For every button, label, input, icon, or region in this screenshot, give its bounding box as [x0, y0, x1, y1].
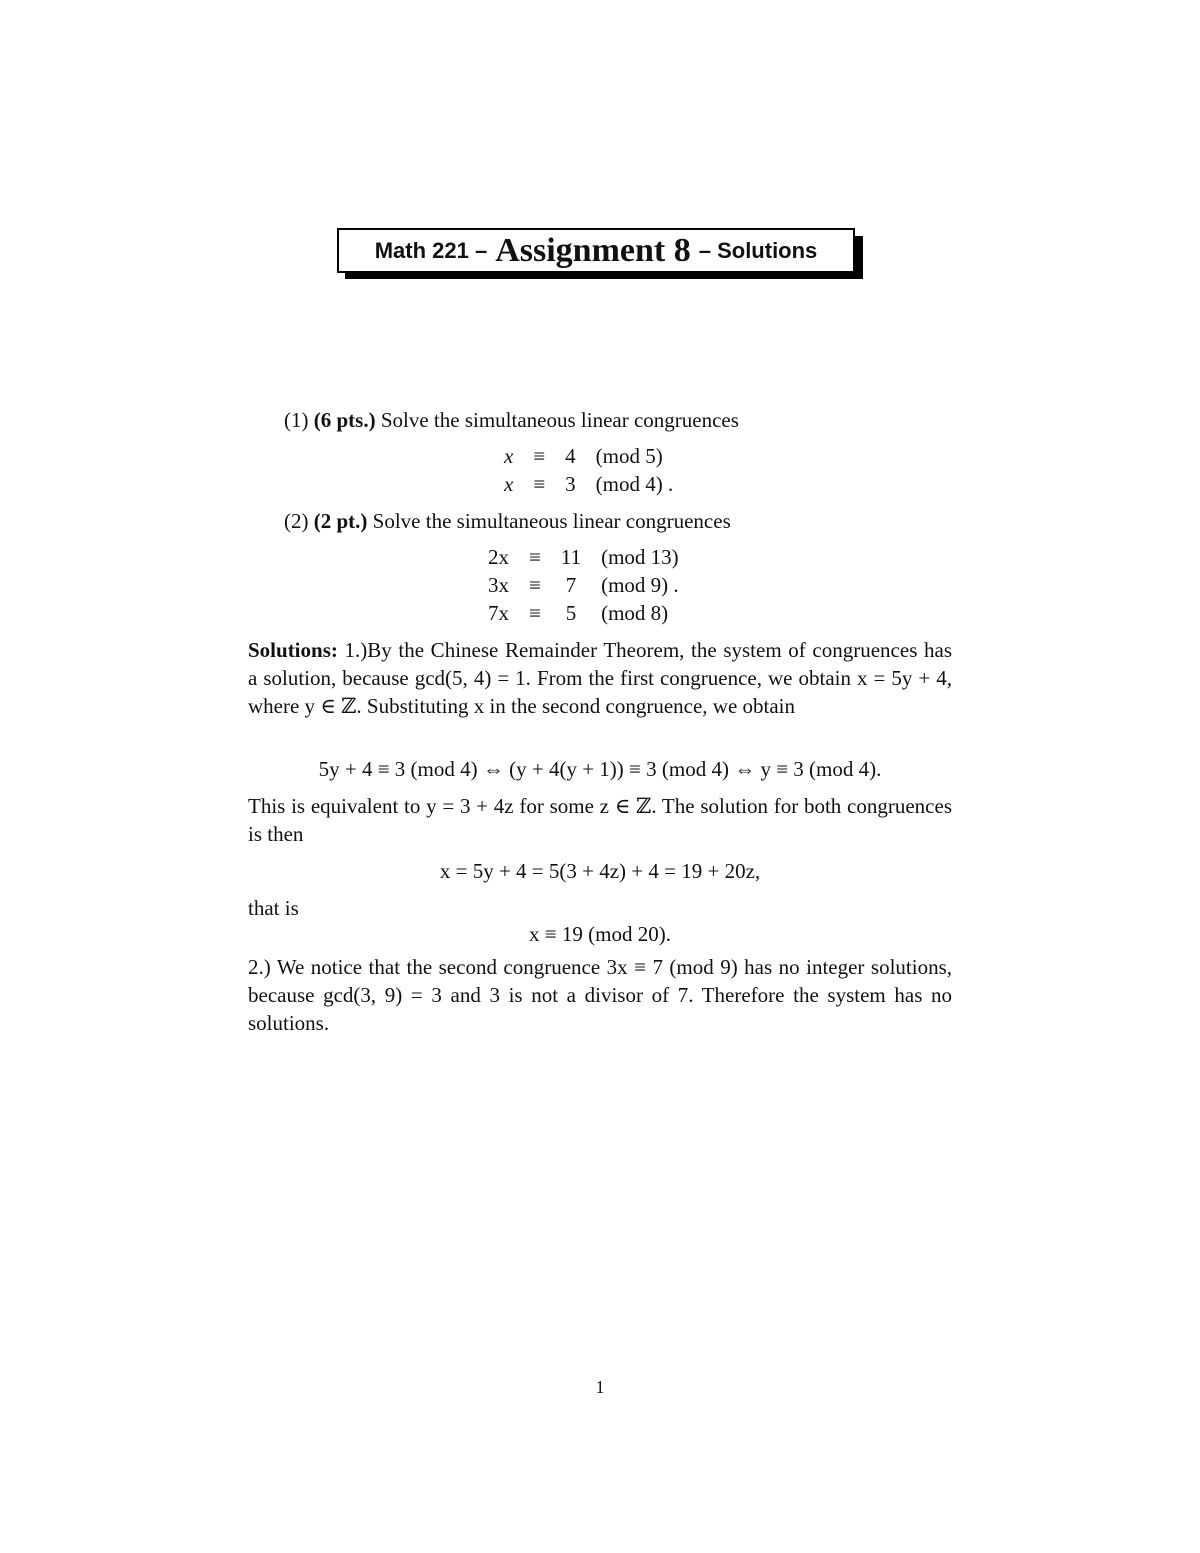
system-rhs: 11 [560, 545, 582, 569]
solutions-equation-1: 5y + 4 ≡ 3 (mod 4) ⇔ (y + 4(y + 1)) ≡ 3 (mod 4) ⇔ y ≡ 3 (mod 4). [318, 757, 882, 781]
problem-2-points: (2 pt.) [313, 509, 368, 533]
title-suffix: – Solutions [698, 237, 818, 263]
system-row [478, 599, 689, 627]
problem-2-system [478, 543, 689, 627]
system-rel: ≡ [529, 601, 541, 625]
system-row [494, 470, 683, 498]
solutions-p1-text: 1.)By the Chinese Remainder Theorem, the system of congruences has a solution, because gcd(5, 4) = 1. From the first congruence, we obtain x = 5y + 4, where y ∈ ℤ. Substituting x in the second congruence, we obtain [248, 638, 952, 718]
system-lhs: 3x [488, 573, 509, 597]
problem-2-text: Solve the simultaneous linear congruences [372, 509, 731, 533]
problem-1-statement [284, 406, 739, 434]
system-rel: ≡ [529, 545, 541, 569]
title-main: Assignment 8 [495, 231, 691, 269]
problem-1-text: Solve the simultaneous linear congruences [380, 408, 739, 432]
system-rel: ≡ [533, 444, 546, 468]
solutions-paragraph-2: This is equivalent to y = 3 + 4z for some z ∈ ℤ. The solution for both congruences is then [248, 794, 952, 846]
system-lhs: x [504, 444, 514, 468]
solutions-paragraph-1 [248, 636, 952, 720]
solutions-paragraph-3: that is [248, 896, 299, 920]
problem-2-statement [284, 507, 731, 535]
system-rel: ≡ [533, 472, 546, 496]
system-lhs: 7x [488, 601, 509, 625]
system-rhs: 7 [565, 573, 577, 597]
solutions-heading: Solutions: [248, 638, 338, 662]
title-box [337, 228, 855, 273]
title-prefix: Math 221 – [374, 237, 488, 263]
system-rhs: 3 [565, 472, 576, 496]
system-mod: (mod 13) [601, 545, 679, 569]
solutions-equation-2: x = 5y + 4 = 5(3 + 4z) + 4 = 19 + 20z, [439, 859, 761, 883]
system-rel: ≡ [529, 573, 541, 597]
system-mod: (mod 8) [601, 601, 669, 625]
problem-1-points: (6 pts.) [313, 408, 376, 432]
system-row [494, 442, 683, 470]
system-mod: (mod 4) . [595, 472, 674, 496]
system-mod: (mod 9) . [601, 573, 679, 597]
solutions-equation-3: x ≡ 19 (mod 20). [529, 922, 671, 946]
problem-1-system [494, 442, 683, 498]
system-lhs: 2x [488, 545, 509, 569]
system-mod: (mod 5) [595, 444, 663, 468]
solutions-paragraph-4: 2.) We notice that the second congruence 3x ≡ 7 (mod 9) has no integer solutions, because gcd(3, 9) = 3 and 3 is not a divisor of 7. Therefore the system has no solutions. [248, 955, 952, 1035]
problem-2-number: (2) [284, 509, 309, 533]
system-rhs: 4 [565, 444, 576, 468]
problem-1-number: (1) [284, 408, 309, 432]
system-lhs: x [504, 472, 514, 496]
page-number: 1 [595, 1377, 605, 1397]
system-row [478, 571, 689, 599]
system-row [478, 543, 689, 571]
system-rhs: 5 [565, 601, 577, 625]
